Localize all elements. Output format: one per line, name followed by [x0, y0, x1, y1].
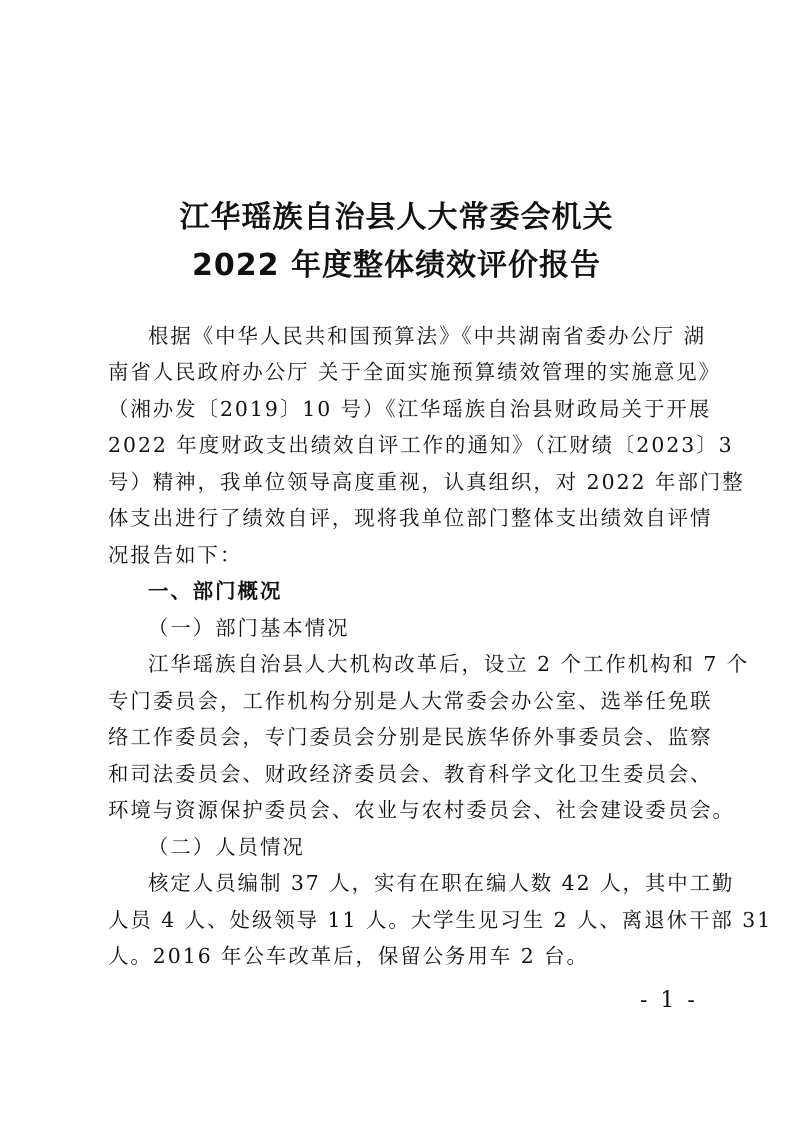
- intro-line: 体支出进行了绩效自评，现将我单位部门整体支出绩效自评情: [108, 506, 713, 530]
- paragraph-line: 专门委员会，工作机构分别是人大常委会办公室、选举任免联: [108, 689, 713, 713]
- intro-line: 号）精神，我单位领导高度重视，认真组织，对 2022 年部门整: [108, 470, 745, 494]
- paragraph-line: 人员 4 人、处级领导 11 人。大学生见习生 2 人、离退休干部 31: [108, 908, 773, 932]
- subsection-heading: （二）人员情况: [148, 835, 305, 859]
- paragraph-line: 络工作委员会，专门委员会分别是民族华侨外事委员会、监察: [108, 725, 713, 749]
- paragraph-line: 核定人员编制 37 人，实有在职在编人数 42 人，其中工勤: [148, 871, 735, 895]
- section-heading: 一、部门概况: [148, 579, 283, 603]
- subsection-heading: （一）部门基本情况: [148, 616, 350, 640]
- report-title-line-2: 2022 年度整体绩效评价报告: [192, 248, 601, 283]
- paragraph-line: 江华瑶族自治县人大机构改革后，设立 2 个工作机构和 7 个: [148, 652, 750, 676]
- intro-line: 况报告如下：: [108, 543, 243, 567]
- intro-line: （湘办发〔2019〕10 号）《江华瑶族自治县财政局关于开展: [108, 397, 712, 421]
- paragraph-line: 和司法委员会、财政经济委员会、教育科学文化卫生委员会、: [108, 762, 713, 786]
- intro-line: 2022 年度财政支出绩效自评工作的通知》（江财绩〔2023〕3: [108, 433, 734, 457]
- page-number: - 1 -: [640, 988, 698, 1013]
- intro-line: 根据《中华人民共和国预算法》《中共湖南省委办公厅 湖: [148, 324, 707, 348]
- report-title-line-1: 江华瑶族自治县人大常委会机关: [179, 200, 614, 235]
- intro-line: 南省人民政府办公厅 关于全面实施预算绩效管理的实施意见》: [108, 360, 722, 384]
- paragraph-line: 人。2016 年公车改革后，保留公务用车 2 台。: [108, 944, 589, 968]
- paragraph-line: 环境与资源保护委员会、农业与农村委员会、社会建设委员会。: [108, 798, 735, 822]
